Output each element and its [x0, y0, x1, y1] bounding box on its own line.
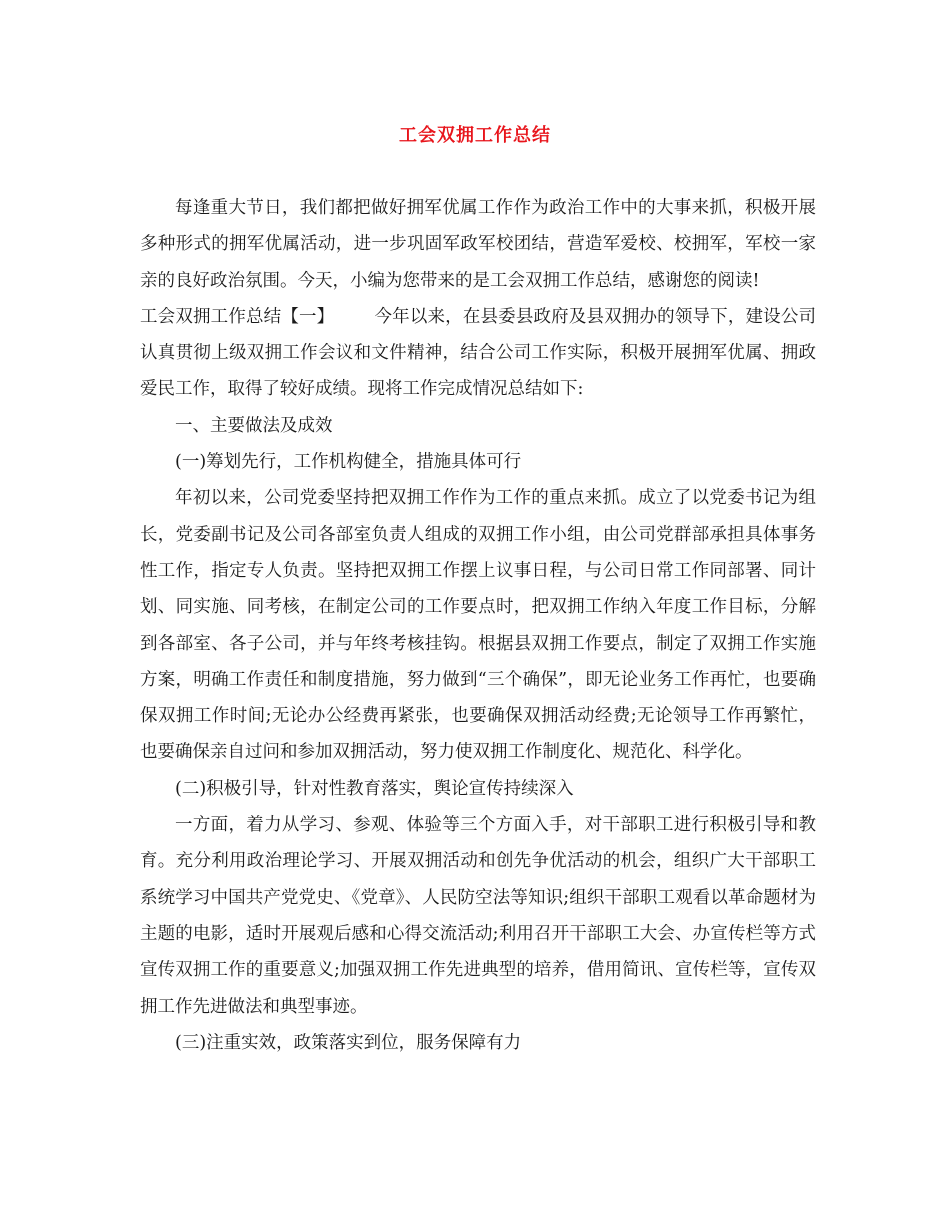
heading-main-practices: 一、主要做法及成效: [175, 415, 333, 436]
paragraph-planning: 年初以来，公司党委坚持把双拥工作作为工作的重点来抓。成立了以党委书记为组长，党委副书记及公司各部室负责人组成的双拥工作小组，由公司党群部承担具体事务性工作，指定专人负责。坚持把双拥工作摆上议事日程，与公司日常工作同部署、同计划、同实施、同考核，在制定公司的工作要点时，把双拥工作纳入年度工作目标，分解到各部室、各子公司，并与年终考核挂钩。根据县双拥工作要点，制定了双拥工作实施方案，明确工作责任和制度措施，努力做到“三个确保”，即无论业务工作再忙，也要确保双拥工作时间;无论办公经费再紧张，也要确保双拥活动经费;无论领导工作再繁忙，也要确保亲自过问和参加双拥活动，努力使双拥工作制度化、规范化、科学化。: [140, 488, 816, 763]
subheading-planning: (一)筹划先行，工作机构健全，措施具体可行: [175, 452, 522, 473]
document-title: 工会双拥工作总结: [399, 125, 551, 146]
section-one-lead: 今年以来，在县委县政府及县双拥办的领导下，建设公司认真贯彻上级双拥工作会议和文件精神，结合公司工作实际，积极开展拥军优属、拥政爱民工作，取得了较好成绩。现将工作完成情况总结如下:: [140, 306, 817, 400]
subheading-effectiveness: (三)注重实效，政策落实到位，服务保障有力: [175, 1032, 522, 1053]
subheading-guidance: (二)积极引导，针对性教育落实，舆论宣传持续深入: [175, 778, 574, 799]
section-one-heading: 工会双拥工作总结【一】: [140, 306, 335, 327]
paragraph-guidance: 一方面，着力从学习、参观、体验等三个方面入手，对干部职工进行积极引导和教育。充分利用政治理论学习、开展双拥活动和创先争优活动的机会，组织广大干部职工系统学习中国共产党党史、《党章》、人民防空法等知识;组织干部职工观看以革命题材为主题的电影，适时开展观后感和心得交流活动;利用召开干部职工大会、办宣传栏等方式宣传双拥工作的重要意义;加强双拥工作先进典型的培养，借用简讯、宣传栏等，宣传双拥工作先进做法和典型事迹。: [140, 815, 816, 1017]
document-body: [140, 190, 816, 1061]
intro-paragraph: 每逢重大节日，我们都把做好拥军优属工作作为政治工作中的大事来抓，积极开展多种形式的拥军优属活动，进一步巩固军政军校团结，营造军爱校、校拥军，军校一家亲的良好政治氛围。今天，小编为您带来的是工会双拥工作总结，感谢您的阅读!: [140, 198, 816, 291]
section-one-paragraph: [140, 299, 816, 408]
